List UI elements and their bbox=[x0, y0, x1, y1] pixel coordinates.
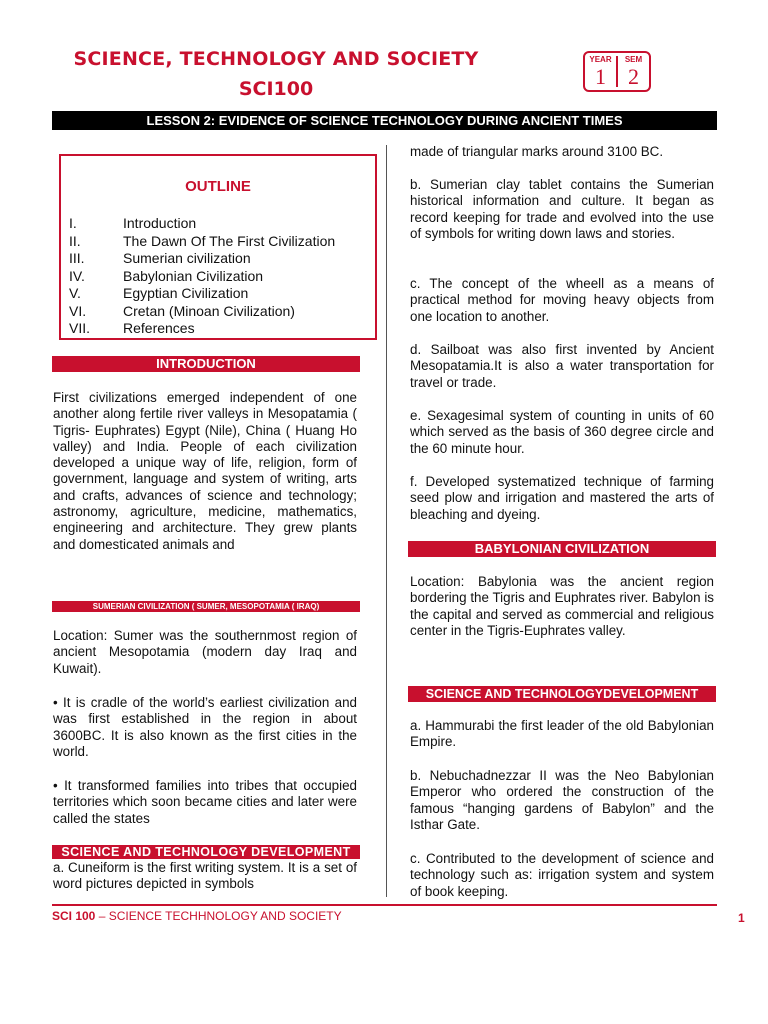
outline-item bbox=[69, 215, 196, 232]
footer-course-title: – SCIENCE TECHHNOLOGY AND SOCIETY bbox=[95, 909, 342, 923]
outline-item bbox=[69, 233, 335, 250]
intro-paragraph: First civilizations emerged independent of one another along fertile river valleys in Mesopatamia ( Tigris- Euphrates) Egypt (Nile), China ( Huang Ho valley) and India. People of each civilization developed a unique way of life, religion, form of government, language and system of writing, arts and crafts, advances of science and technology; astronomy, agriculture, medicine, mathematics, engineering and architecture. They grew plants and domesticated animals and bbox=[53, 390, 357, 552]
outline-item-num: IV. bbox=[69, 267, 85, 284]
right-paragraph: made of triangular marks around 3100 BC. bbox=[410, 144, 664, 159]
outline-item-label: Babylonian Civilization bbox=[123, 267, 264, 284]
column-divider bbox=[386, 145, 387, 897]
page-number: 1 bbox=[738, 911, 745, 925]
right-paragraph: c. The concept of the wheell as a means of practical method for moving heavy objects from one location to another. bbox=[410, 276, 714, 324]
outline-item-label: Egyptian Civilization bbox=[123, 285, 249, 301]
outline-item-num: V. bbox=[69, 285, 81, 301]
outline-item-label: The Dawn Of The First Civilization bbox=[123, 232, 336, 249]
section-heading-sumerian: SUMERIAN CIVILIZATION ( SUMER, MESOPOTAMIA ( IRAQ) bbox=[52, 601, 360, 612]
section-heading-sci-tech-left: SCIENCE AND TECHNOLOGY DEVELOPMENT bbox=[52, 845, 360, 859]
right-paragraph: b. Sumerian clay tablet contains the Sumerian historical information and culture. It began as record keeping for trade and evolved into the use of symbols for writing down laws and stories. bbox=[410, 177, 714, 241]
cuneiform-paragraph: a. Cuneiform is the first writing system. It is a set of word pictures depicted in symbols bbox=[53, 860, 357, 892]
right-paragraph: f. Developed systematized technique of farming seed plow and irrigation and mastered the arts of bleaching and dyeing. bbox=[410, 474, 714, 522]
section-heading-babylonian: BABYLONIAN CIVILIZATION bbox=[408, 541, 716, 557]
sem-value: 2 bbox=[628, 64, 639, 89]
outline-item bbox=[69, 320, 195, 337]
footer-course-code: SCI 100 bbox=[52, 909, 96, 923]
year-value: 1 bbox=[595, 64, 606, 89]
outline-item-label: Introduction bbox=[123, 215, 197, 231]
outline-item-label: Sumerian civilization bbox=[123, 250, 251, 266]
right-paragraph: e. Sexagesimal system of counting in units of 60 which served as the basis of 360 degree circle and the 60 minute hour. bbox=[410, 408, 714, 456]
sem-label: SEM bbox=[624, 55, 643, 64]
sumer-location-paragraph: Location: Sumer was the southernmost region of ancient Mesopotamia (modern day Iraq and Kuwait). bbox=[53, 628, 357, 676]
babylon-paragraph: a. Hammurabi the first leader of the old Babylonian Empire. bbox=[410, 718, 714, 750]
footer-text bbox=[52, 909, 342, 923]
babylon-location-paragraph: Location: Babylonia was the ancient region bordering the Tigris and Euphrates river. Babylon is the capital and served as commercial and religious center in the Tigris-Euphrates valley. bbox=[410, 574, 714, 638]
outline-item bbox=[69, 268, 263, 285]
outline-item bbox=[69, 250, 251, 267]
sumer-bullet-paragraph: • It transformed families into tribes that occupied territories which soon became cities and later were called the states bbox=[53, 778, 357, 826]
outline-title: OUTLINE bbox=[185, 178, 251, 195]
sumer-bullet-paragraph: • It is cradle of the world’s earliest civilization and was first established in the region in about 3600BC. It is also known as the first cities in the world. bbox=[53, 695, 357, 759]
document-title: SCIENCE, TECHNOLOGY AND SOCIETY bbox=[73, 48, 479, 70]
footer-rule bbox=[52, 904, 717, 906]
outline-item bbox=[69, 285, 248, 302]
outline-box bbox=[59, 154, 377, 340]
babylon-paragraph: c. Contributed to the development of science and technology such as: irrigation system and system of book keeping. bbox=[410, 851, 714, 899]
course-code: SCI100 bbox=[238, 78, 314, 100]
outline-item bbox=[69, 303, 295, 320]
section-heading-sci-tech-right: SCIENCE AND TECHNOLOGYDEVELOPMENT bbox=[408, 686, 716, 702]
babylon-paragraph: b. Nebuchadnezzar II was the Neo Babylonian Emperor who ordered the construction of the famous “hanging gardens of Babylon” and the Isthar Gate. bbox=[410, 768, 714, 832]
year-sem-badge bbox=[583, 51, 651, 92]
year-label: YEAR bbox=[589, 55, 612, 64]
outline-item-num: III. bbox=[69, 250, 85, 266]
outline-item-num: VI. bbox=[69, 302, 87, 319]
right-paragraph: d. Sailboat was also first invented by Ancient Mesopatamia.It is also a water transportation for travel or trade. bbox=[410, 342, 714, 390]
outline-item-num: VII. bbox=[69, 320, 91, 336]
outline-item-num: II. bbox=[69, 232, 81, 249]
outline-item-label: References bbox=[123, 320, 195, 336]
lesson-title-bar: LESSON 2: EVIDENCE OF SCIENCE TECHNOLOGY DURING ANCIENT TIMES bbox=[52, 111, 717, 130]
section-heading-introduction: INTRODUCTION bbox=[52, 356, 360, 372]
outline-item-label: Cretan (Minoan Civilization) bbox=[123, 302, 295, 319]
outline-item-num: I. bbox=[69, 215, 77, 231]
